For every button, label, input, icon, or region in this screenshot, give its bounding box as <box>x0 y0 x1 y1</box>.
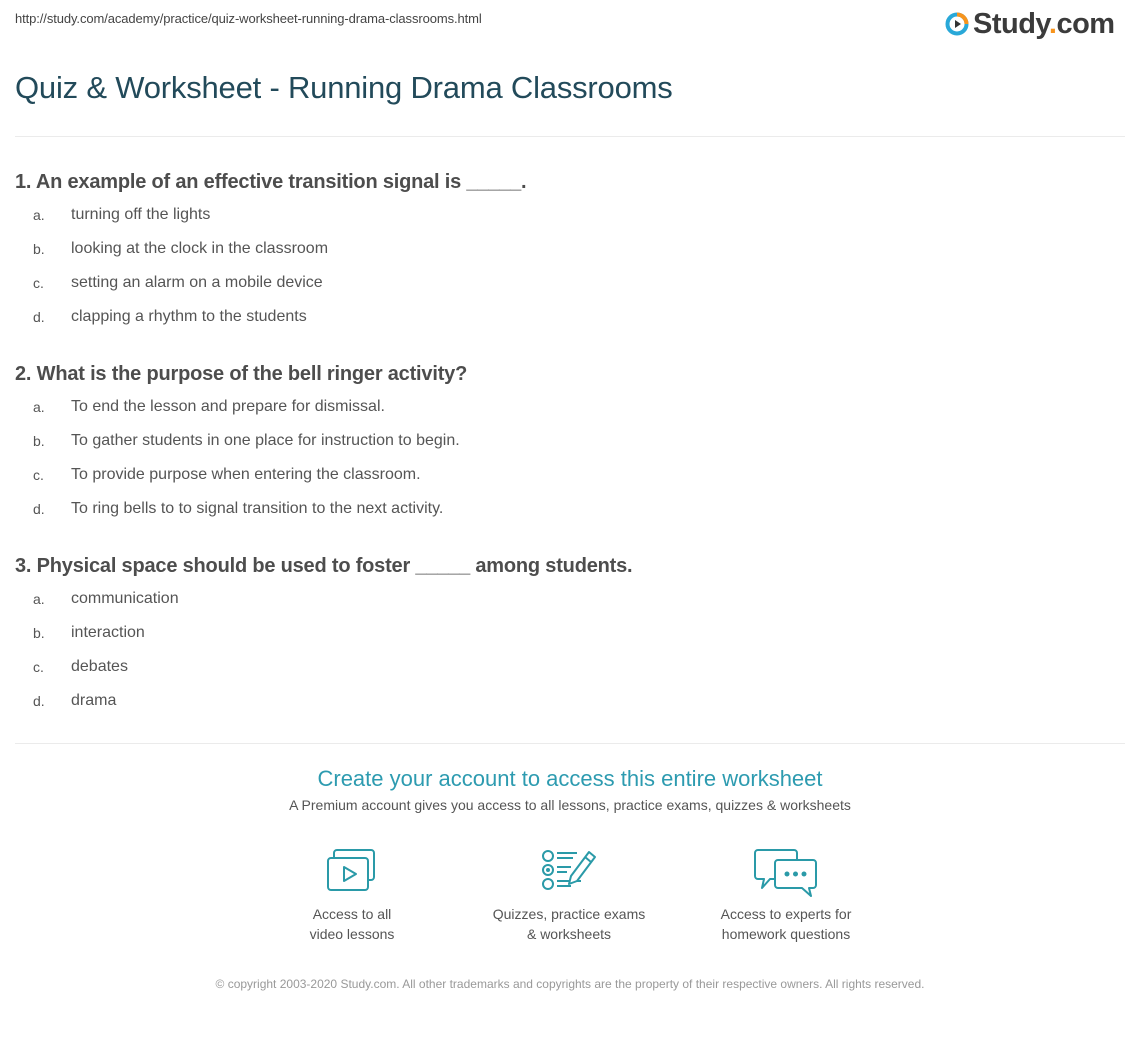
question-3 <box>15 554 1115 718</box>
answer-option <box>15 424 1115 458</box>
answer-option <box>15 266 1115 300</box>
answer-option <box>15 492 1115 526</box>
answer-text: turning off the lights <box>71 206 211 223</box>
answer-text: drama <box>71 692 117 709</box>
video-lessons-icon <box>326 848 378 892</box>
answer-option <box>15 684 1115 718</box>
play-circle-icon <box>945 12 969 36</box>
answer-letter: a. <box>33 207 45 223</box>
answer-text: To end the lesson and prepare for dismissal. <box>71 398 385 415</box>
answer-letter: d. <box>33 693 45 709</box>
question-text: 1. An example of an effective transition signal is _____. <box>15 171 527 193</box>
answer-letter: c. <box>33 467 44 483</box>
feature-label: Access to experts for homework questions <box>720 906 852 942</box>
answer-option <box>15 390 1115 424</box>
copyright-notice: © copyright 2003-2020 Study.com. All other trademarks and copyrights are the property of their respective owners. All rights reserved. <box>215 977 925 991</box>
answer-letter: a. <box>33 591 45 607</box>
answer-text: looking at the clock in the classroom <box>71 240 329 257</box>
logo-wordmark: Study.com <box>973 8 1115 40</box>
answer-letter: b. <box>33 241 45 257</box>
answer-text: clapping a rhythm to the students <box>71 308 307 325</box>
url-bar-text: http://study.com/academy/practice/quiz-worksheet-running-drama-classrooms.html <box>15 11 482 26</box>
feature-experts <box>686 848 886 944</box>
question-text: 3. Physical space should be used to foster _____ among students. <box>15 555 633 577</box>
answer-letter: c. <box>33 659 44 675</box>
answer-option <box>15 198 1115 232</box>
quiz-checklist-icon <box>541 848 597 892</box>
answer-text: To provide purpose when entering the classroom. <box>71 466 421 483</box>
answer-text: To ring bells to to signal transition to the next activity. <box>71 500 444 517</box>
answer-list <box>15 582 1115 718</box>
answer-text: communication <box>71 590 179 607</box>
answer-option <box>15 300 1115 334</box>
answer-list <box>15 198 1115 334</box>
question-text: 2. What is the purpose of the bell ringer activity? <box>15 363 468 385</box>
question-1 <box>15 170 1115 334</box>
study-logo[interactable] <box>945 8 1115 40</box>
answer-option <box>15 650 1115 684</box>
chat-bubbles-icon <box>754 848 818 898</box>
questions-divider <box>15 743 1125 744</box>
answer-list <box>15 390 1115 526</box>
answer-text: setting an alarm on a mobile device <box>71 274 323 291</box>
answer-text: debates <box>71 658 128 675</box>
answer-option <box>15 616 1115 650</box>
feature-label: Access to all video lessons <box>309 906 395 942</box>
cta-subtitle: A Premium account gives you access to all lessons, practice exams, quizzes & worksheets <box>289 797 851 813</box>
answer-letter: d. <box>33 501 45 517</box>
answer-option <box>15 582 1115 616</box>
answer-text: To gather students in one place for instruction to begin. <box>71 432 460 449</box>
answer-letter: a. <box>33 399 45 415</box>
answer-letter: c. <box>33 275 44 291</box>
question-2 <box>15 362 1115 526</box>
feature-label: Quizzes, practice exams & worksheets <box>492 906 646 942</box>
answer-option <box>15 232 1115 266</box>
answer-text: interaction <box>71 624 145 641</box>
feature-quizzes <box>469 848 669 944</box>
answer-option <box>15 458 1115 492</box>
create-account-link[interactable]: Create your account to access this entire worksheet <box>317 766 823 791</box>
header-divider <box>15 136 1125 137</box>
answer-letter: b. <box>33 625 45 641</box>
page-title: Quiz & Worksheet - Running Drama Classrooms <box>15 70 673 105</box>
feature-video-lessons <box>252 848 452 944</box>
answer-letter: b. <box>33 433 45 449</box>
answer-letter: d. <box>33 309 45 325</box>
